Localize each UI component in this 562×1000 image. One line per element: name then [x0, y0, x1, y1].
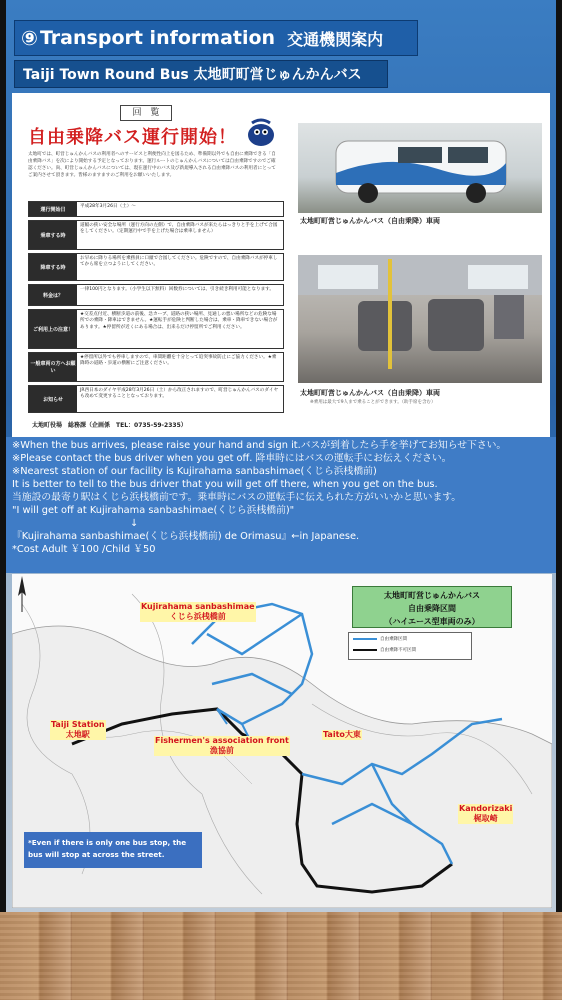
wooden-floor [0, 912, 562, 1000]
whale-mascot-icon [244, 115, 278, 149]
photo-note: ※乗用は最大で9人まで乗ることができます。（助手席を含む） [310, 400, 436, 405]
office-contact: 太地町役場 総務課（企画係 TEL：0735-59-2335） [32, 422, 187, 429]
notice-line: "I will get off at Kujirahama sanbashimae(くじら浜桟橋前)" [12, 505, 295, 516]
legend-line: 太地町町営じゅんかんバス [384, 591, 480, 600]
legend-line: （ハイエース型車両のみ） [384, 617, 480, 626]
info-value: JR西日本のダイヤ平成28年3月26日（土）から改正されますので、町営じゅんかんバスのダイヤも改めて変更することとなっております。 [80, 388, 279, 400]
stop-label-taito: Taito大東 [323, 730, 361, 739]
notice-line: ※Please contact the bus driver when you get off. 降車時にはバスの運転手にお伝えください。 [12, 453, 452, 464]
info-label: 料金は？ [29, 285, 77, 305]
info-value: 一律100円となります。（小学生以下無料）回数券については、引き続き利用可能となります。 [80, 287, 274, 292]
stop-name-en: Kandorizaki [459, 804, 513, 813]
info-value: 道幅の狭い安全な場所（運行方向の左側）で、自由乗降バスが来たらはっきりと手を上げて合図をしてください。（定期運行中で手を上げた場合は乗車しません） [80, 223, 278, 235]
notice-line: 当施設の最寄り駅はくじら浜桟橋前です。乗車時にバスの運転手に伝えられた方がいいかと思います。 [12, 492, 462, 503]
info-row [28, 352, 284, 382]
stop-name-jp: 漁協前 [209, 746, 234, 755]
info-row [28, 220, 284, 250]
info-row [28, 253, 284, 281]
legend-item-free [353, 636, 467, 642]
stop-name-en: Fishermen's association front [155, 736, 289, 745]
info-row [28, 309, 284, 349]
info-label: 一般車両の方へお願い [29, 353, 77, 381]
stop-name-jp: 梶取崎 [473, 814, 498, 823]
bus-flyer [12, 93, 550, 438]
stop-name-en: Taiji Station [51, 720, 105, 729]
title-en: Transport information [39, 27, 276, 49]
down-arrow-icon: ↓ [130, 518, 139, 529]
notice-line: 『Kujirahama sanbashimae(くじら浜桟橋前) de Orimasu』←in Japanese. [12, 531, 360, 542]
legend-item-not-free [353, 647, 467, 653]
map-legend-key [348, 632, 472, 660]
bus-interior-image [298, 255, 542, 383]
info-value: 平成28年3月26日（土）〜 [80, 204, 136, 209]
north-arrow-icon [12, 574, 32, 614]
stop-name-en: Kujirahama sanbashimae [141, 602, 255, 611]
usage-notice [6, 437, 556, 573]
section-subtitle: Taiji Town Round Bus 太地町町営じゅんかんバス [14, 60, 388, 88]
info-label: ご利用上の注意！ [29, 310, 77, 348]
photo-caption: 太地町町営じゅんかんバス（自由乗降）車両 [300, 389, 440, 397]
notice-line: *Cost Adult ￥100 /Child ￥50 [12, 544, 156, 555]
info-label: 降車する時 [29, 254, 77, 280]
info-label: お知らせ [29, 386, 77, 412]
bus-stop-note: *Even if there is only one bus stop, the bus will stop at across the street. [24, 832, 202, 868]
section-number: ⑨ [21, 26, 38, 50]
black-line-icon [353, 649, 377, 651]
info-table [28, 201, 284, 416]
info-value: ★交差点付近、横断歩道の前後、急カーブ、道路の狭い場所、見通しの悪い場所などの危険な場所での乗降・降車はできません。★運転手が危険と判断した場合は、乗車・降車できない場合があります。★停留所が近くにある場合は、出来るだけ停留所でご利用ください。 [80, 312, 278, 330]
map-legend-title [352, 586, 512, 628]
legend-item-label: 自由乗降不可区間 [380, 648, 416, 653]
bus-exterior-photo [298, 123, 542, 213]
flyer-intro: 太地町では、町営じゅんかんバスの利用者へのサービスと利便性向上を図るため、準備期以外でも自由に乗降できる「自由乗降バス」を次により開始する予定となっております。運行ルートのじゅんかんバスについては自由乗降ですのでご確認ください。尚、町営じゅんかんバスについては、現在運行中のバス及び新規導入される自由乗降バスの利用者にとってご案内させて頂きます。皆様のますますのご利用をお願いいたします。 [28, 152, 276, 178]
stop-label-kandorizaki [458, 804, 513, 824]
stop-name-jp: くじら浜桟橋前 [169, 612, 226, 621]
title-jp: 交通機関案内 [287, 29, 384, 49]
kairan-stamp: 回 覧 [120, 105, 172, 121]
legend-line: 自由乗降区間 [408, 604, 456, 613]
info-row [28, 284, 284, 306]
photo-caption: 太地町町営じゅんかんバス（自由乗降）車両 [300, 217, 440, 225]
route-map [12, 574, 552, 908]
notice-line: ※When the bus arrives, please raise your hand and sign it.バスが到着したら手を挙げてお知らせ下さい。 [12, 440, 507, 451]
legend-item-label: 自由乗降区間 [380, 637, 407, 642]
stop-label-taiji-station [50, 720, 106, 740]
blue-line-icon [353, 638, 377, 640]
info-label: 運行開始日 [29, 202, 77, 216]
notice-line: It is better to tell to the bus driver that you will get off there, when you get on the bus. [12, 479, 438, 490]
stop-label-fishermen [154, 736, 290, 756]
stop-name-jp: 太地駅 [65, 730, 90, 739]
stop-label-kujirahama [140, 602, 256, 622]
info-value: お早めに降りる場所を乗務員に口頭で合図してください。危険ですので、自由乗降バスが停車してから席を立つようにしてください。 [80, 256, 278, 268]
bus-interior-photo [298, 255, 542, 383]
right-edge [556, 0, 562, 1000]
info-label: 乗車する時 [29, 221, 77, 249]
info-row [28, 201, 284, 217]
info-value: ★停留所以外でも停車しますので、車間距離を十分とって追突事故防止にご協力ください。★乗降時の道路・歩道の横断にご注意ください。 [80, 355, 277, 367]
minibus-image [298, 123, 542, 213]
flyer-headline: 自由乗降バス運行開始！ [28, 127, 237, 148]
notice-line: ※Nearest station of our facility is Kujirahama sanbashimae(くじら浜桟橋前) [12, 466, 377, 477]
page-title [14, 20, 418, 56]
info-row [28, 385, 284, 413]
